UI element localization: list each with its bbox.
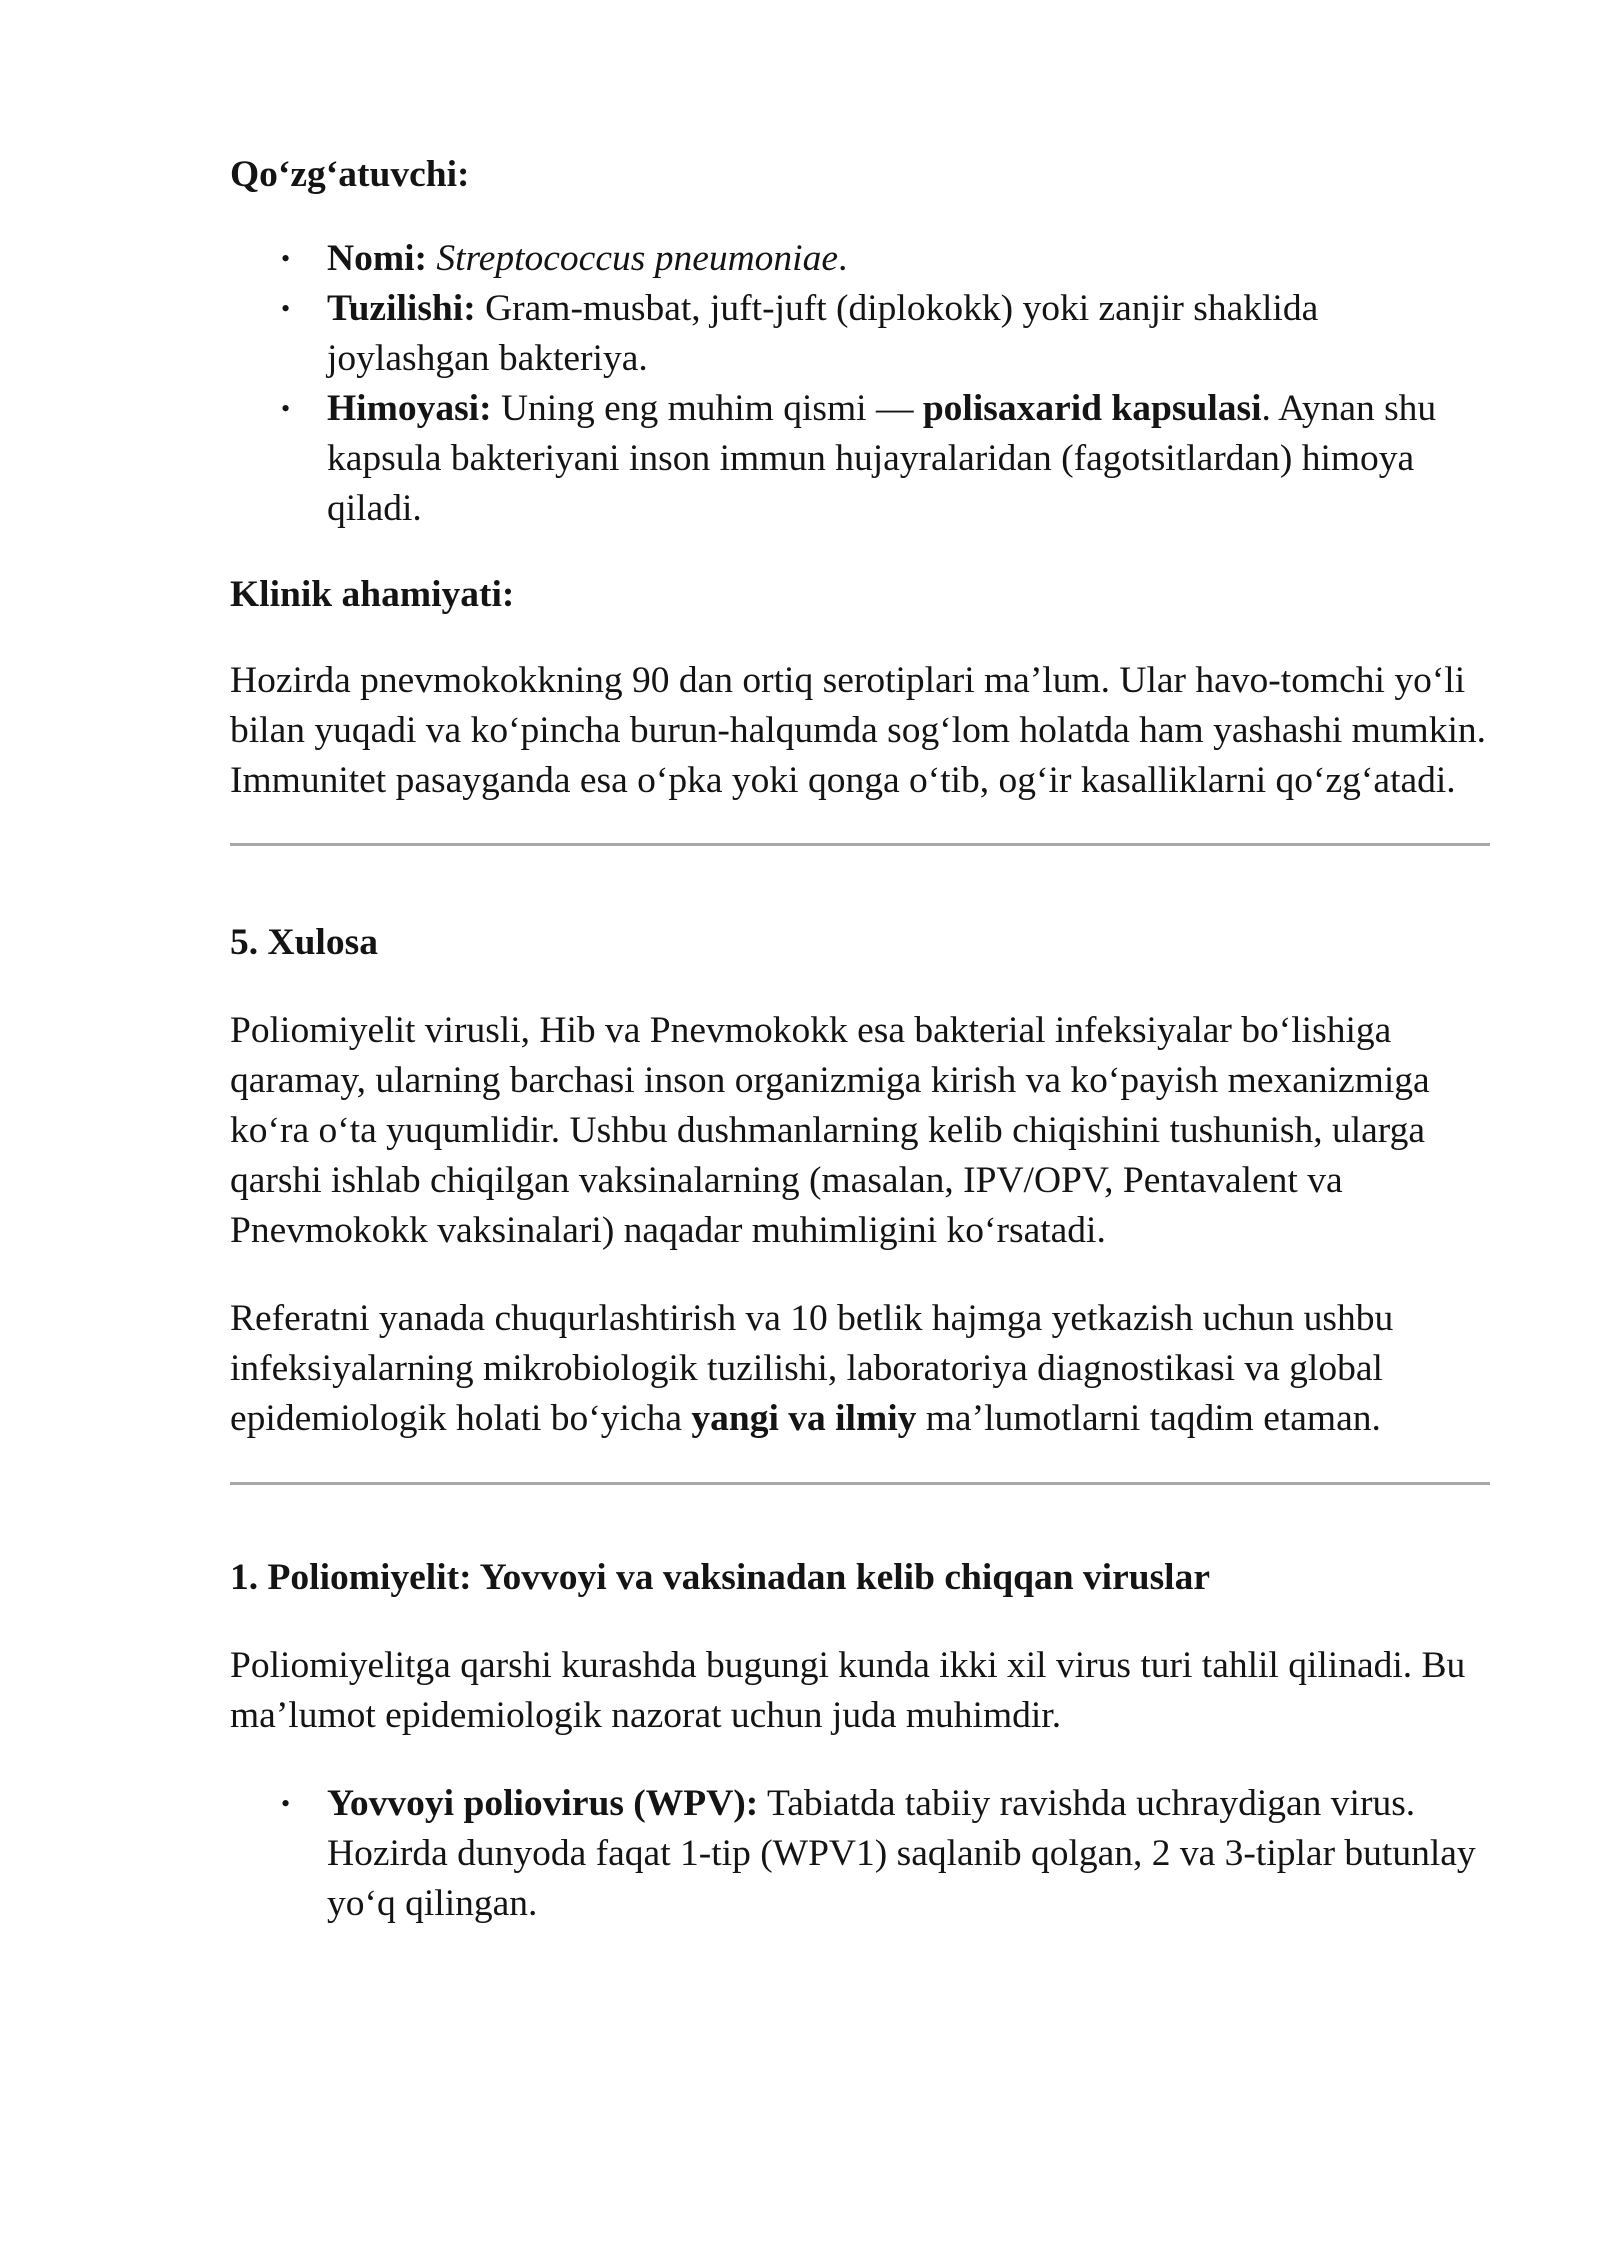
- item-label: Yovvoyi poliovirus (WPV):: [327, 1783, 759, 1824]
- item-label: Nomi:: [327, 238, 427, 279]
- item-text: .: [837, 238, 848, 279]
- pathogen-heading: Qo‘zg‘atuvchi:: [230, 154, 470, 195]
- section-divider: [230, 1482, 1490, 1485]
- paragraph-text: ma’lumotlarni taqdim etaman.: [916, 1398, 1381, 1439]
- item-label: Tuzilishi:: [327, 288, 476, 329]
- bullet-icon: •: [281, 294, 291, 323]
- section-divider: [230, 843, 1490, 846]
- conclusion-heading: 5. Xulosa: [230, 922, 378, 963]
- paragraph-emphasis: yangi va ilmiy: [691, 1398, 917, 1439]
- clinical-heading: Klinik ahamiyati:: [230, 574, 515, 615]
- conclusion-paragraph-2: [230, 1294, 1490, 1444]
- polio-list: [230, 1779, 1490, 1929]
- conclusion-paragraph: Poliomiyelit virusli, Hib va Pnevmokokk esa bakterial infeksiyalar bo‘lishiga qaramay, ularning barchasi inson organizmiga kirish va ko‘payish mexanizmiga ko‘ra o‘ta yuqumlidir. Ushbu dushmanlarning kelib chiqishini tushunish, ularga qarshi ishlab chiqilgan vaksinalarning (masalan, IPV/OPV, Pentavalent va Pnevmokokk vaksinalari) naqadar muhimligini ko‘rsatadi.: [230, 1010, 1430, 1251]
- bullet-icon: •: [281, 244, 291, 273]
- pathogen-list: [230, 234, 1490, 534]
- species-name: Streptococcus pneumoniae: [436, 238, 838, 279]
- paragraph-text: Referatni yanada chuqurlashtirish va 10 betlik hajmga yetkazish uchun ushbu infeksiyalarning mikrobiologik tuzilishi, laboratoriya diagnostikasi va global epidemiologik holati bo‘yicha: [230, 1298, 1394, 1439]
- item-text: Uning eng muhim qismi —: [491, 388, 923, 429]
- clinical-paragraph: Hozirda pnevmokokkning 90 dan ortiq serotiplari ma’lum. Ular havo-tomchi yo‘li bilan yuqadi va ko‘pincha burun-halqumda sog‘lom holatda ham yashashi mumkin. Immunitet pasayganda esa o‘pka yoki qonga o‘tib, og‘ir kasalliklarni qo‘zg‘atadi.: [230, 660, 1486, 801]
- list-item: [230, 234, 1490, 284]
- item-label: Himoyasi:: [327, 388, 492, 429]
- list-item: [230, 384, 1490, 534]
- list-item: [230, 1779, 1490, 1929]
- item-text: Gram-musbat, juft-juft (diplokokk) yoki zanjir shaklida joylashgan bakteriya.: [327, 288, 1319, 379]
- item-text: . Aynan shu kapsula bakteriyani inson immun hujayralaridan (fagotsitlardan) himoya qiladi.: [327, 388, 1437, 529]
- polio-paragraph: Poliomiyelitga qarshi kurashda bugungi kunda ikki xil virus turi tahlil qilinadi. Bu ma’lumot epidemiologik nazorat uchun juda muhimdir.: [230, 1645, 1466, 1736]
- item-emphasis: polisaxarid kapsulasi: [922, 388, 1262, 429]
- polio-heading: 1. Poliomiyelit: Yovvoyi va vaksinadan kelib chiqqan viruslar: [230, 1557, 1210, 1598]
- list-item: [230, 284, 1490, 384]
- bullet-icon: •: [281, 1789, 291, 1818]
- item-text: Tabiatda tabiiy ravishda uchraydigan virus. Hozirda dunyoda faqat 1-tip (WPV1) saqlanib qolgan, 2 va 3-tiplar butunlay yo‘q qilingan.: [327, 1783, 1476, 1924]
- bullet-icon: •: [281, 394, 291, 423]
- document-page: [230, 150, 1490, 1929]
